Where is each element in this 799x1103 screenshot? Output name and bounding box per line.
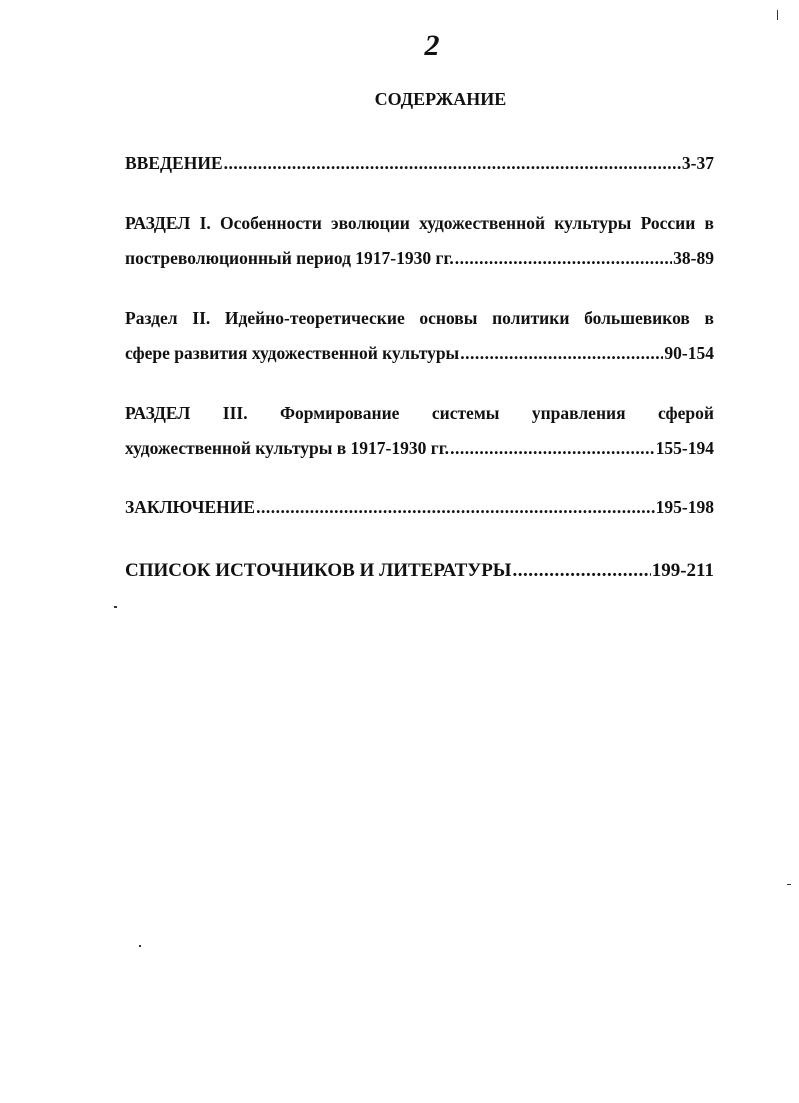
toc-line [125, 490, 714, 525]
toc-entry-pages: 90-154 [664, 343, 714, 363]
leader-dots [224, 146, 681, 181]
toc-line [125, 146, 714, 181]
toc-entry-bibliography [125, 553, 714, 588]
toc-entry-pages: 195-198 [655, 497, 714, 517]
toc-entry-pages: 3-37 [681, 153, 714, 173]
scan-speck [139, 945, 141, 947]
toc-entry-label: художественной культуры в 1917-1930 гг. [125, 438, 450, 458]
toc-entry-label: сфере развития художественной культуры [125, 343, 460, 363]
toc-entry-heading: РАЗДЕЛ I. Особенности эволюции художественной культуры России в [125, 213, 714, 233]
leader-dots [460, 336, 663, 371]
scan-speck [777, 10, 778, 20]
toc-entry-label: СПИСОК ИСТОЧНИКОВ И ЛИТЕРАТУРЫ [125, 560, 512, 581]
leader-dots [256, 490, 655, 525]
toc-entry-pages: 38-89 [673, 248, 714, 268]
page-title: СОДЕРЖАНИЕ [374, 89, 507, 109]
toc-line [125, 431, 714, 466]
leader-dots [455, 241, 672, 276]
leader-dots [450, 431, 655, 466]
leader-dots [512, 553, 650, 588]
toc-line [125, 553, 714, 588]
toc-line [125, 336, 714, 371]
toc-line [125, 241, 714, 276]
toc-entry-pages: 199-211 [651, 560, 714, 581]
toc-entry-section-3 [125, 396, 714, 466]
toc-entry-heading: РАЗДЕЛ III. Формирование системы управления сферой [125, 403, 714, 423]
scan-speck [787, 884, 791, 885]
toc-entry-section-2 [125, 301, 714, 371]
toc-entry-introduction [125, 146, 714, 181]
toc-entry-label: постреволюционный период 1917-1930 гг. [125, 248, 454, 268]
toc-entry-section-1 [125, 206, 714, 276]
toc-entry-label: ВВЕДЕНИЕ [125, 153, 223, 173]
scan-speck [114, 606, 117, 608]
toc-entry-heading: Раздел II. Идейно-теоретические основы политики большевиков в [125, 308, 714, 328]
handwritten-page-number: 2 [424, 29, 440, 62]
toc-entry-label: ЗАКЛЮЧЕНИЕ [125, 497, 256, 517]
toc-entry-conclusion [125, 490, 714, 525]
toc-entry-pages: 155-194 [655, 438, 714, 458]
